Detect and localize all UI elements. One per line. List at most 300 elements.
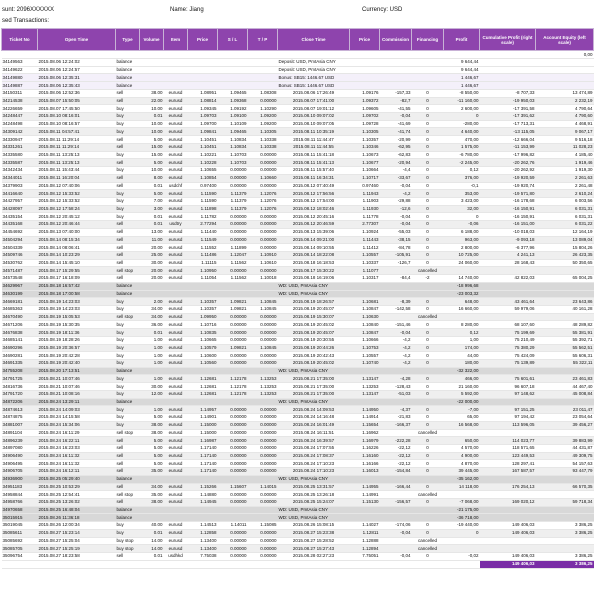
commission-cell: -174,06 [380, 522, 412, 530]
cumulative-profit-cell: -20 262,76 [480, 159, 536, 167]
close-price-cell: 1.10666 [350, 336, 380, 344]
stop-loss-cell: 1.12047 [218, 251, 248, 259]
item-cell: eurusd [164, 174, 188, 182]
profit-cell: 1,00 [444, 336, 480, 344]
type-cell: buy [116, 306, 140, 314]
close-price-cell: 1.10924 [350, 228, 380, 236]
profit-cell: 8 280,00 [444, 321, 480, 329]
financing-cell: 0 [412, 259, 444, 267]
commission-cell: -142,58 [380, 306, 412, 314]
item-cell: eurusd [164, 344, 188, 352]
volume-cell: 34.00 [140, 483, 164, 491]
ticket-cell: 34335580 [2, 151, 38, 159]
stop-loss-cell: 1.10834 [218, 136, 248, 144]
ticket-cell: 34504339 [2, 244, 38, 252]
account-equity-cell: 44 467,40 [536, 383, 594, 391]
volume-cell: 10.00 [140, 167, 164, 175]
column-header: Profit [444, 29, 480, 51]
financing-cell: 0 [412, 190, 444, 198]
type-cell: sell [116, 221, 140, 229]
table-row [2, 344, 594, 352]
open-price-cell: 1.12858 [188, 529, 218, 537]
account-equity-cell: 40 161,28 [536, 306, 594, 314]
take-profit-cell: 0.00000 [248, 406, 278, 414]
financing-cell: 0 [412, 483, 444, 491]
profit-cell: 180,00 [444, 360, 480, 368]
item-cell: usdhkd [164, 553, 188, 561]
profit-cell: 376,00 [444, 174, 480, 182]
open-price-cell: 1.10357 [188, 298, 218, 306]
close-price-cell: 1.11412 [350, 244, 380, 252]
ticket-cell: 34435154 [2, 213, 38, 221]
close-price-cell: 1.14991 [350, 491, 380, 499]
close-price-cell: 1.10357 [350, 136, 380, 144]
open-time-cell: 2015.08.06 12:52:36 [38, 89, 116, 97]
commission-cell: -4,2 [380, 352, 412, 360]
type-cell: buy [116, 352, 140, 360]
volume-cell: 1.00 [140, 360, 164, 368]
profit-cell: 5 592,00 [444, 390, 480, 398]
item-cell: eurusd [164, 437, 188, 445]
volume-cell: 5.00 [140, 414, 164, 422]
profit-cell [444, 313, 480, 321]
profit-cell: 16 568,00 [444, 421, 480, 429]
open-time-cell: 2015.08.06 12:24:02 [38, 59, 116, 67]
cumulative-profit-cell [480, 429, 536, 437]
ticket-cell: 34454692 [2, 228, 38, 236]
balance-row [2, 367, 594, 375]
account-equity-cell: 6 003,56 [536, 197, 594, 205]
cumulative-profit-cell: 149 406,03 [480, 522, 536, 530]
close-time-cell: 2015.08.11 15:41:13 [278, 159, 350, 167]
cumulative-profit-cell: 75 199,69 [480, 329, 536, 337]
item-cell: eurusd [164, 498, 188, 506]
open-price-cell: 1.10357 [188, 306, 218, 314]
financing-cell: 0 [412, 143, 444, 151]
volume-cell: 10.00 [140, 105, 164, 113]
description-cell: Bonus: SB15: 1446.67 USD [278, 74, 444, 82]
volume-cell: 0.01 [140, 213, 164, 221]
open-time-cell: 2015.08.07 17:45:50 [38, 105, 116, 113]
account-equity-cell: 55 562,51 [536, 344, 594, 352]
account-number: sunt: 2096XXXXXX [2, 7, 55, 13]
open-price-cell: 1.17140 [188, 452, 218, 460]
table-row [2, 167, 594, 175]
close-time-cell: 2015.08.19 18:26:57 [278, 298, 350, 306]
close-time-cell: 2015.08.27 15:28:52 [278, 537, 350, 545]
take-profit-cell: 0.00000 [248, 151, 278, 159]
volume-cell: 0.01 [140, 329, 164, 337]
cumulative-profit-cell: -8 707,33 [480, 89, 536, 97]
volume-cell: 3.00 [140, 205, 164, 213]
commission-cell: -22,12 [380, 460, 412, 468]
ticket-cell: 34936900 [2, 475, 38, 483]
item-cell: eurusd [164, 251, 188, 259]
close-price-cell: 1.15130 [350, 498, 380, 506]
ticket-cell: 34344011 [2, 174, 38, 182]
cumulative-profit-cell: -11 153,99 [480, 143, 536, 151]
ticket-cell: 34330947 [2, 136, 38, 144]
commission-cell: -22,12 [380, 444, 412, 452]
table-row [2, 483, 594, 491]
table-row [2, 221, 594, 229]
financing-cell: 0 [412, 174, 444, 182]
close-time-cell: 2015.08.17 15:30:22 [278, 267, 350, 275]
item-cell: eurusd [164, 491, 188, 499]
volume-cell: 1.00 [140, 375, 164, 383]
open-time-cell: 2015.08.10 08:16:01 [38, 113, 116, 121]
profit-cell: 4 870,00 [444, 460, 480, 468]
stop-loss-cell: 1.09465 [218, 89, 248, 97]
financing-cell: 0 [412, 406, 444, 414]
close-price-cell: 1.11903 [350, 197, 380, 205]
open-time-cell: 2015.08.06 12:24:57 [38, 66, 116, 74]
open-price-cell: 1.10221 [188, 151, 218, 159]
account-equity-cell: 26 423,35 [536, 251, 594, 259]
cumulative-profit-cell: -19 920,74 [480, 182, 536, 190]
type-cell: sell [116, 89, 140, 97]
open-price-cell: 1.17140 [188, 468, 218, 476]
open-time-cell: 2015.08.25 16:48:04 [38, 506, 116, 514]
take-profit-cell: 1.08308 [248, 89, 278, 97]
financing-cell: cancelled [412, 429, 444, 437]
close-time-cell: 2015.08.14 09:10:55 [278, 244, 350, 252]
type-cell: buy [116, 414, 140, 422]
table-row [2, 444, 594, 452]
item-cell: eurusd [164, 529, 188, 537]
item-cell: eurusd [164, 136, 188, 144]
stop-loss-cell: 1.11379 [218, 205, 248, 213]
account-equity-cell: 49 309,75 [536, 452, 594, 460]
type-cell: sell [116, 228, 140, 236]
commission-cell: -156,57 [380, 498, 412, 506]
open-price-cell: 1.10228 [188, 159, 218, 167]
cumulative-profit-cell: 75 424,09 [480, 352, 536, 360]
stop-loss-cell: 0.00000 [218, 491, 248, 499]
take-profit-cell: 0.00000 [248, 313, 278, 321]
cumulative-profit-cell: -16 178,68 [480, 197, 536, 205]
commission-cell: -126,7 [380, 259, 412, 267]
financing-cell: 0 [412, 321, 444, 329]
open-price-cell: 1.11549 [188, 236, 218, 244]
open-price-cell: 1.10665 [188, 336, 218, 344]
take-profit-cell: 0.00000 [248, 360, 278, 368]
table-row [2, 267, 594, 275]
stop-loss-cell: 0.00000 [218, 468, 248, 476]
column-header: Open Time [38, 29, 116, 51]
commission-cell: -84,4 [380, 275, 412, 283]
cumulative-profit-cell: 123 449,53 [480, 452, 536, 460]
item-cell: eurusd [164, 375, 188, 383]
description-cell: Deposit: USD, PmtAsia CNY [278, 66, 444, 74]
type-cell: buy [116, 128, 140, 136]
type-cell: sell [116, 159, 140, 167]
table-row [2, 360, 594, 368]
type-cell: sell [116, 483, 140, 491]
financing-cell: 0 [412, 159, 444, 167]
account-equity-cell: 6 031,31 [536, 205, 594, 213]
table-row [2, 97, 594, 105]
take-profit-cell: 0.00000 [248, 498, 278, 506]
take-profit-cell: 1.12076 [248, 197, 278, 205]
item-cell: eurusd [164, 468, 188, 476]
ticket-cell: 34248498 [2, 120, 38, 128]
profit-cell: -32 322,00 [444, 367, 480, 375]
account-holder-name: Name: Jiang [170, 7, 204, 13]
table-row [2, 228, 594, 236]
commission-cell [380, 537, 412, 545]
open-price-cell: 1.11486 [188, 251, 218, 259]
empty-cell [140, 290, 278, 298]
volume-cell: 25.00 [140, 251, 164, 259]
open-price-cell: 1.17140 [188, 460, 218, 468]
open-time-cell: 2015.08.17 16:18:09 [38, 275, 116, 283]
balance-row [2, 282, 594, 290]
account-equity-cell: 4 790,60 [536, 113, 594, 121]
volume-cell: 20.00 [140, 244, 164, 252]
ticket-cell: 34226659 [2, 105, 38, 113]
open-time-cell: 2015.08.12 15:33:52 [38, 190, 116, 198]
ticket-cell: 34435168 [2, 221, 38, 229]
profit-cell: -0,02 [444, 553, 480, 561]
cumulative-profit-cell [480, 267, 536, 275]
open-time-cell: 2015.08.11 13:25:13 [38, 151, 116, 159]
cumulative-profit-cell: 75 380,29 [480, 344, 536, 352]
cumulative-profit-cell: -17 391,58 [480, 105, 536, 113]
empty-cell [140, 66, 278, 74]
ticket-cell: 34874875 [2, 414, 38, 422]
cumulative-profit-cell: 149 406,03 [480, 553, 536, 561]
ticket-cell: 35019045 [2, 522, 38, 530]
table-row [2, 120, 594, 128]
description-cell: Deposit: USD, PmtAsia CNY [278, 59, 444, 67]
account-equity-cell: 6 031,31 [536, 213, 594, 221]
close-time-cell: 2015.08.24 16:39:57 [278, 437, 350, 445]
open-time-cell: 2015.08.25 05:29:40 [38, 475, 116, 483]
take-profit-cell: 0.00000 [248, 460, 278, 468]
type-cell: sell stop [116, 429, 140, 437]
profit-cell: 353,00 [444, 190, 480, 198]
take-profit-cell: 0.00000 [248, 236, 278, 244]
cumulative-profit-cell [480, 545, 536, 553]
close-price-cell: 1.16013 [350, 468, 380, 476]
volume-cell: 5.00 [140, 444, 164, 452]
table-row [2, 251, 594, 259]
empty-cell [480, 475, 594, 483]
profit-cell: -280,00 [444, 120, 480, 128]
open-time-cell: 2015.08.24 15:34:06 [38, 421, 116, 429]
profit-cell: 4 900,00 [444, 452, 480, 460]
total-cumulative-profit: 149 406,03 [480, 560, 536, 568]
type-cell: buy [116, 406, 140, 414]
close-time-cell: 2015.08.19 20:45:02 [278, 321, 350, 329]
account-equity-cell: 12 164,19 [536, 228, 594, 236]
commission-cell: -20,99 [380, 136, 412, 144]
item-cell: usdchf [164, 182, 188, 190]
balance-row [2, 506, 594, 514]
financing-cell: 0 [412, 414, 444, 422]
table-row [2, 151, 594, 159]
open-time-cell: 2015.08.19 15:05:53 [38, 313, 116, 321]
take-profit-cell: 0.00000 [248, 529, 278, 537]
commission-cell: -4,2 [380, 360, 412, 368]
close-price-cell: 1.10847 [350, 306, 380, 314]
open-price-cell: 1.11552 [188, 244, 218, 252]
stop-loss-cell: 0.00000 [218, 529, 248, 537]
close-time-cell: 2015.08.27 15:23:38 [278, 529, 350, 537]
ticket-cell: 34427957 [2, 197, 38, 205]
ticket-cell: 35085611 [2, 529, 38, 537]
item-cell: eurusd [164, 113, 188, 121]
item-cell: eurusd [164, 444, 188, 452]
stop-loss-cell: 0.00000 [218, 321, 248, 329]
account-equity-cell [536, 429, 594, 437]
item-cell: eurusd [164, 236, 188, 244]
description-cell: WD: USD, PmtAsia CNY [278, 290, 444, 298]
financing-cell: 0 [412, 228, 444, 236]
close-price-cell: 1.10673 [350, 151, 380, 159]
ticket-cell: 34428097 [2, 205, 38, 213]
commission-cell: -0,04 [380, 553, 412, 561]
volume-cell: 5.00 [140, 159, 164, 167]
cumulative-profit-cell [480, 491, 536, 499]
stop-loss-cell: 1.15607 [218, 483, 248, 491]
cumulative-profit-cell: -17 996,82 [480, 151, 536, 159]
account-equity-cell [536, 313, 594, 321]
open-time-cell: 2015.08.27 15:25:04 [38, 537, 116, 545]
type-cell: balance [116, 475, 140, 483]
ticket-cell: 34691335 [2, 360, 38, 368]
financing-cell: 0 [412, 498, 444, 506]
type-cell: buy [116, 167, 140, 175]
open-time-cell: 2015.08.27 15:23:14 [38, 529, 116, 537]
account-equity-cell: 66 570,35 [536, 483, 594, 491]
close-time-cell: 2015.08.24 16:01:49 [278, 421, 350, 429]
commission-cell: -0,04 [380, 213, 412, 221]
cumulative-profit-cell: 118 571,65 [480, 444, 536, 452]
financing-cell: 0 [412, 444, 444, 452]
ticket-cell: 34416640 [2, 190, 38, 198]
profit-cell: 648,00 [444, 298, 480, 306]
financing-cell: -2 [412, 275, 444, 283]
open-price-cell: 2.77294 [188, 221, 218, 229]
take-profit-cell: 1.10018 [248, 275, 278, 283]
close-price-cell: 1.13147 [350, 390, 380, 398]
stop-loss-cell: 1.09821 [218, 298, 248, 306]
open-price-cell: 1.08951 [188, 89, 218, 97]
ticket-cell: 34970658 [2, 506, 38, 514]
take-profit-cell: 0.00000 [248, 421, 278, 429]
close-time-cell: 2015.08.18 16:19:06 [278, 275, 350, 283]
cumulative-profit-cell: -19 950,03 [480, 97, 536, 105]
column-header: Type [116, 29, 140, 51]
type-cell: balance [116, 282, 140, 290]
item-cell: eurusd [164, 406, 188, 414]
ticket-cell: 34331261 [2, 143, 38, 151]
type-cell: sell [116, 244, 140, 252]
account-equity-cell: 23 461,83 [536, 375, 594, 383]
closed-transactions-table [1, 28, 594, 569]
close-time-cell: 2015.08.24 14:09:53 [278, 406, 350, 414]
volume-cell: 1.00 [140, 344, 164, 352]
open-price-cell: 1.14901 [188, 414, 218, 422]
profit-cell: -36 718,00 [444, 514, 480, 522]
open-price-cell: 1.17140 [188, 444, 218, 452]
commission-cell: -4,2 [380, 336, 412, 344]
type-cell: balance [116, 290, 140, 298]
cumulative-profit-cell: 113 596,05 [480, 421, 536, 429]
cumulative-profit-cell: 97 151,25 [480, 406, 536, 414]
ticket-cell: 34690281 [2, 352, 38, 360]
commission-cell: -20,94 [380, 159, 412, 167]
profit-cell: 9 644,44 [444, 66, 480, 74]
table-row [2, 182, 594, 190]
initial-value-row [2, 51, 594, 59]
open-time-cell: 2015.08.24 16:22:11 [38, 437, 116, 445]
close-time-cell: 2015.08.21 17:35:00 [278, 383, 350, 391]
cumulative-profit-cell: 75 139,89 [480, 360, 536, 368]
stop-loss-cell: 0.00000 [218, 213, 248, 221]
stop-loss-cell: 0.00000 [218, 336, 248, 344]
open-time-cell: 2015.08.11 04:57:41 [38, 128, 116, 136]
profit-cell: 0 [444, 213, 480, 221]
ticket-cell: 34309142 [2, 128, 38, 136]
open-price-cell: 1.14513 [188, 522, 218, 530]
open-price-cell: 1.10451 [188, 143, 218, 151]
volume-cell: 40.00 [140, 522, 164, 530]
financing-cell: 0 [412, 197, 444, 205]
financing-cell: 0 [412, 236, 444, 244]
type-cell: sell [116, 452, 140, 460]
close-time-cell: 2015.08.11 10:35:19 [278, 128, 350, 136]
ticket-cell: 34530762 [2, 259, 38, 267]
account-equity-cell: 4 790,64 [536, 105, 594, 113]
item-cell: eurusd [164, 275, 188, 283]
table-row [2, 136, 594, 144]
account-equity-cell [536, 267, 594, 275]
stop-loss-cell: 1.12178 [218, 383, 248, 391]
financing-cell: 0 [412, 437, 444, 445]
item-cell: eurusd [164, 336, 188, 344]
commission-cell: -62,83 [380, 151, 412, 159]
take-profit-cell: 1.13253 [248, 383, 278, 391]
financing-cell: 0 [412, 213, 444, 221]
open-price-cell: 1.11054 [188, 275, 218, 283]
commission-cell [380, 545, 412, 553]
commission-cell: -84,78 [380, 244, 412, 252]
ticket-cell: 34670490 [2, 313, 38, 321]
close-price-cell: 0.97460 [350, 182, 380, 190]
volume-cell: 10.00 [140, 120, 164, 128]
empty-cell [480, 514, 594, 522]
open-time-cell: 2015.08.12 07:40:06 [38, 182, 116, 190]
take-profit-cell: 0.00000 [248, 159, 278, 167]
item-cell: eurusd [164, 313, 188, 321]
close-time-cell: 2015.08.14 18:22:08 [278, 251, 350, 259]
cumulative-profit-cell: 4 241,13 [480, 251, 536, 259]
ticket-cell: 34379903 [2, 182, 38, 190]
table-row [2, 429, 594, 437]
open-price-cell: 1.11115 [188, 259, 218, 267]
table-row [2, 375, 594, 383]
ticket-cell: 34906490 [2, 452, 38, 460]
stop-loss-cell: 0.00000 [218, 545, 248, 553]
financing-cell: 0 [412, 151, 444, 159]
take-profit-cell: 1.13253 [248, 375, 278, 383]
open-price-cell: 1.13400 [188, 545, 218, 553]
profit-cell: -8 550,00 [444, 89, 480, 97]
volume-cell: 35.00 [140, 468, 164, 476]
